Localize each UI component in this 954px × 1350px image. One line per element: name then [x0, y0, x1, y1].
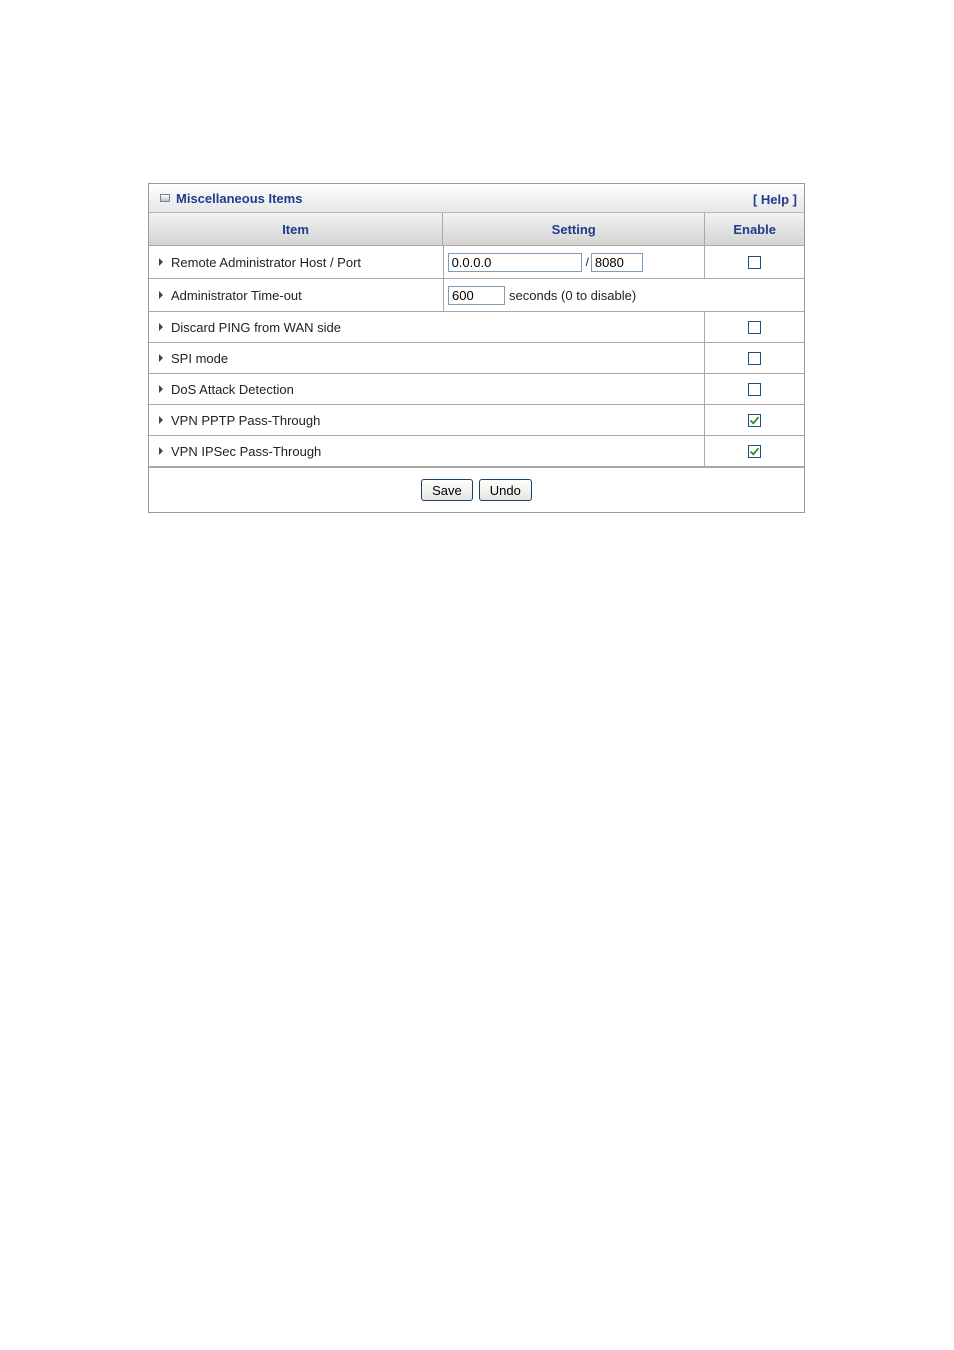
triangle-right-icon — [159, 258, 163, 266]
row-discard-ping — [149, 312, 804, 343]
timeout-suffix: seconds (0 to disable) — [509, 287, 637, 303]
host-port-separator: / — [585, 255, 589, 269]
triangle-right-icon — [159, 291, 163, 299]
panel-title: Miscellaneous Items — [176, 191, 303, 206]
misc-items-panel — [148, 183, 805, 513]
remote-port-input[interactable] — [591, 253, 643, 272]
timeout-input[interactable] — [448, 286, 505, 305]
row-label: VPN PPTP Pass-Through — [171, 412, 321, 428]
help-link[interactable]: [ Help ] — [752, 192, 797, 207]
spi-mode-checkbox[interactable] — [748, 352, 761, 365]
enable-cell — [704, 374, 804, 404]
enable-cell — [704, 436, 804, 466]
row-dos-detection — [149, 374, 804, 405]
row-label-cell — [149, 312, 704, 342]
triangle-right-icon — [159, 385, 163, 393]
vpn-ipsec-checkbox[interactable] — [748, 445, 761, 458]
enable-cell — [704, 246, 804, 278]
vpn-pptp-checkbox[interactable] — [748, 414, 761, 427]
header-item: Item — [149, 213, 443, 245]
row-label-cell — [149, 343, 704, 373]
timeout-setting — [443, 279, 804, 311]
table-header — [149, 213, 804, 246]
triangle-right-icon — [159, 354, 163, 362]
row-label-cell — [149, 405, 704, 435]
row-label-cell — [149, 279, 443, 311]
discard-ping-checkbox[interactable] — [748, 321, 761, 334]
undo-button[interactable]: Undo — [479, 479, 532, 501]
enable-cell — [704, 312, 804, 342]
panel-square-icon — [160, 194, 170, 202]
header-setting: Setting — [443, 213, 705, 245]
save-button[interactable]: Save — [421, 479, 473, 501]
row-label-cell — [149, 374, 704, 404]
row-vpn-pptp — [149, 405, 804, 436]
row-label: Discard PING from WAN side — [171, 319, 341, 335]
remote-host-input[interactable] — [448, 253, 582, 272]
triangle-right-icon — [159, 416, 163, 424]
button-row — [149, 467, 804, 512]
row-label-cell — [149, 436, 704, 466]
row-label: SPI mode — [171, 350, 229, 366]
enable-cell — [704, 343, 804, 373]
row-vpn-ipsec — [149, 436, 804, 467]
check-mark-icon — [749, 415, 760, 426]
check-mark-icon — [749, 446, 760, 457]
row-label: Administrator Time-out — [171, 287, 302, 303]
row-remote-admin — [149, 246, 804, 279]
header-enable: Enable — [733, 221, 776, 237]
row-label: VPN IPSec Pass-Through — [171, 443, 322, 459]
row-label-cell — [149, 246, 443, 278]
dos-detection-checkbox[interactable] — [748, 383, 761, 396]
row-label: Remote Administrator Host / Port — [171, 254, 362, 270]
enable-cell — [704, 405, 804, 435]
panel-title-bar — [149, 184, 804, 213]
triangle-right-icon — [159, 323, 163, 331]
row-admin-timeout — [149, 279, 804, 312]
row-spi-mode — [149, 343, 804, 374]
triangle-right-icon — [159, 447, 163, 455]
row-label: DoS Attack Detection — [171, 381, 294, 397]
remote-admin-setting — [443, 246, 705, 278]
remote-admin-checkbox[interactable] — [748, 256, 761, 269]
